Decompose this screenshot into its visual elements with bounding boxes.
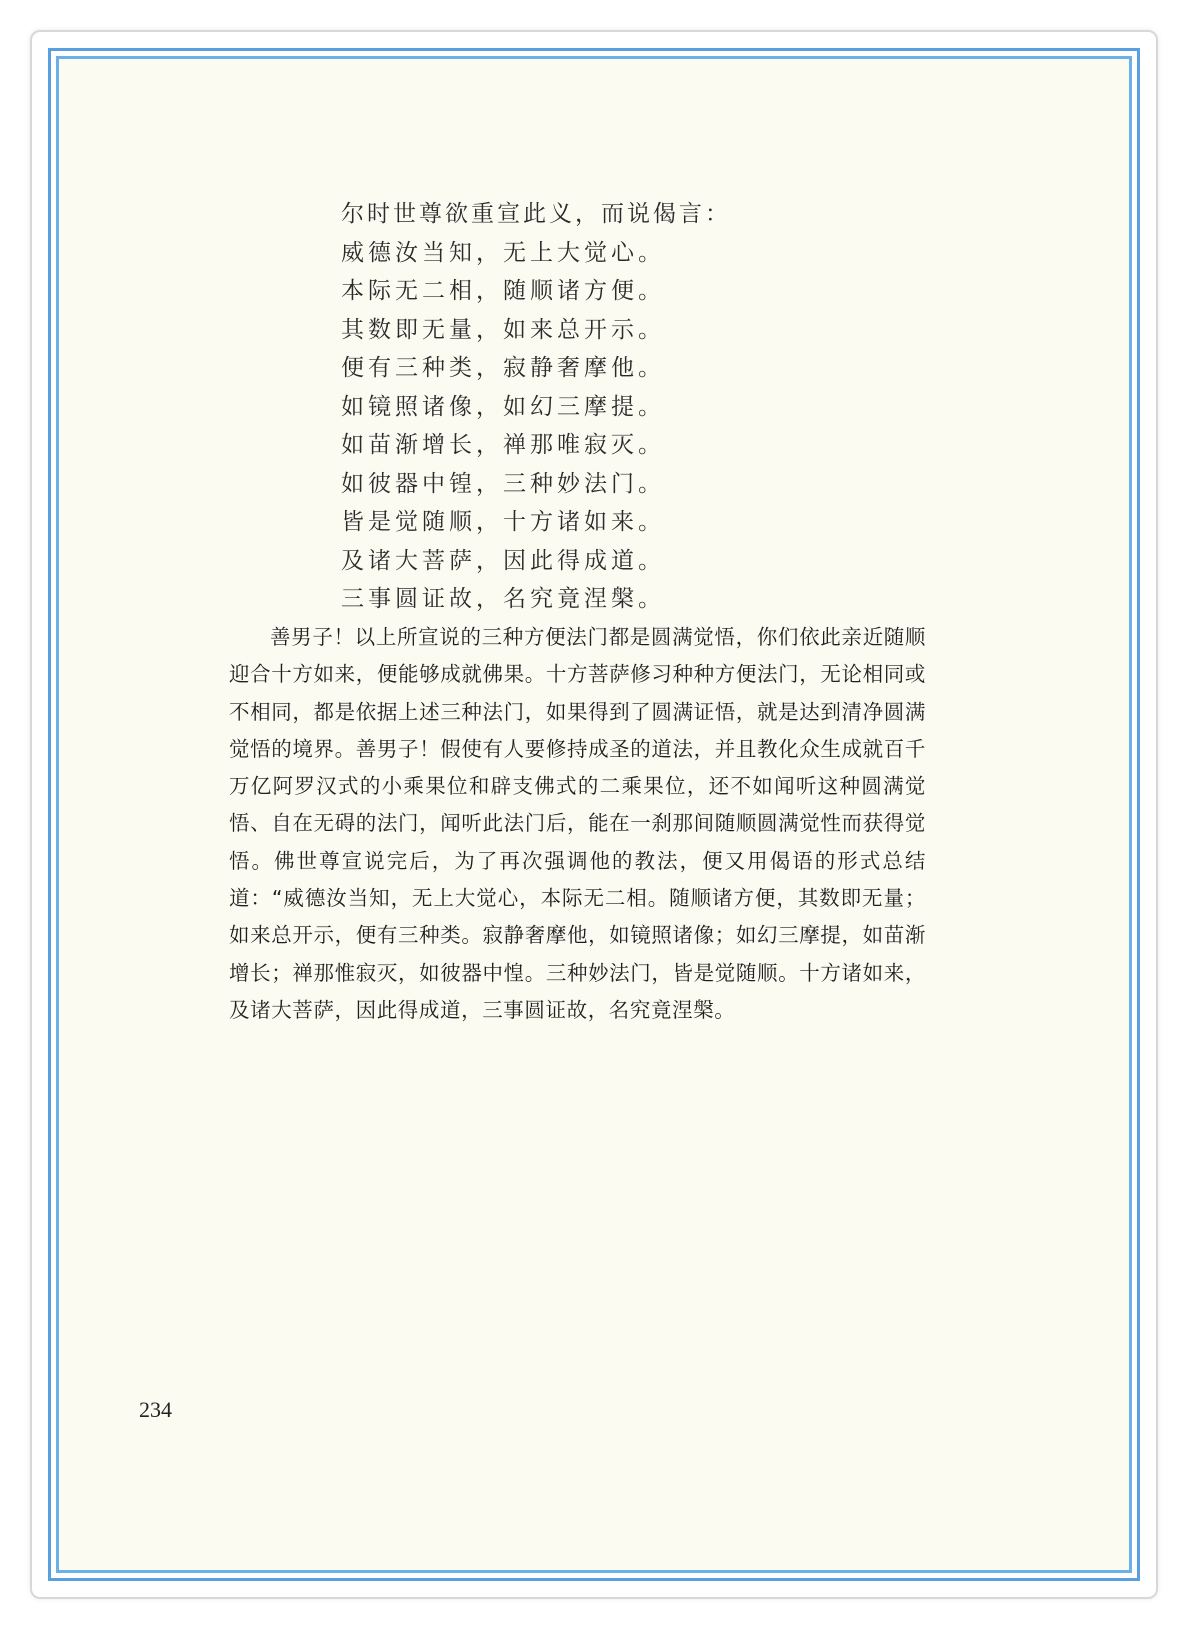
verse-line: 本际无二相，随顺诸方便。 [341, 278, 665, 304]
verse-line: 其数即无量，如来总开示。 [341, 316, 665, 343]
verse-intro-line: 尔时世尊欲重宣此义，而说偈言： [341, 201, 731, 227]
page-number: 234 [139, 1397, 172, 1422]
translation-paragraph: 善男子！以上所宣说的三种方便法门都是圆满觉悟，你们依此亲近随顺迎合十方如来，便能够成就佛果。十方菩萨修习种种方便法门，无论相同或不相同，都是依据上述三种法门，如果得到了圆满证悟，就是达到清净圆满觉悟的境界。善男子！假使有人要修持成圣的道法，并且教化众生成就百千万亿阿罗汉式的小乘果位和辟支佛式的二乘果位，还不如闻听这种圆满觉悟、自在无碍的法门，闻听此法门后，能在一刹那间随顺圆满觉性而获得觉悟。佛世尊宣说完后，为了再次强调他的教法，便又用偈语的形式总结道：“威德汝当知，无上大觉心，本际无二相。随顺诸方便，其数即无量；如来总开示，便有三种类。寂静奢摩他，如镜照诸像；如幻三摩提，如苗渐增长；禅那惟寂灭，如彼器中惶。三种妙法门，皆是觉随顺。十方诸如来，及诸大菩萨，因此得成道，三事圆证故，名究竟涅槃。 [229, 625, 926, 1022]
page-frame-inner [56, 56, 1132, 1573]
verse-line: 如彼器中锽，三种妙法门。 [341, 470, 665, 497]
verse-line: 及诸大菩萨，因此得成道。 [341, 547, 665, 574]
verse-line: 威德汝当知，无上大觉心。 [341, 239, 665, 266]
verse-line: 如镜照诸像，如幻三摩提。 [341, 393, 665, 420]
verse-line: 皆是觉随顺，十方诸如来。 [341, 509, 665, 535]
verse-block [341, 195, 731, 619]
verse-line: 便有三种类，寂静奢摩他。 [341, 355, 665, 381]
verse-line: 如苗渐增长，禅那唯寂灭。 [341, 432, 665, 458]
verse-line: 三事圆证故，名究竟涅槃。 [341, 586, 665, 612]
page-frame-outer [48, 48, 1140, 1581]
